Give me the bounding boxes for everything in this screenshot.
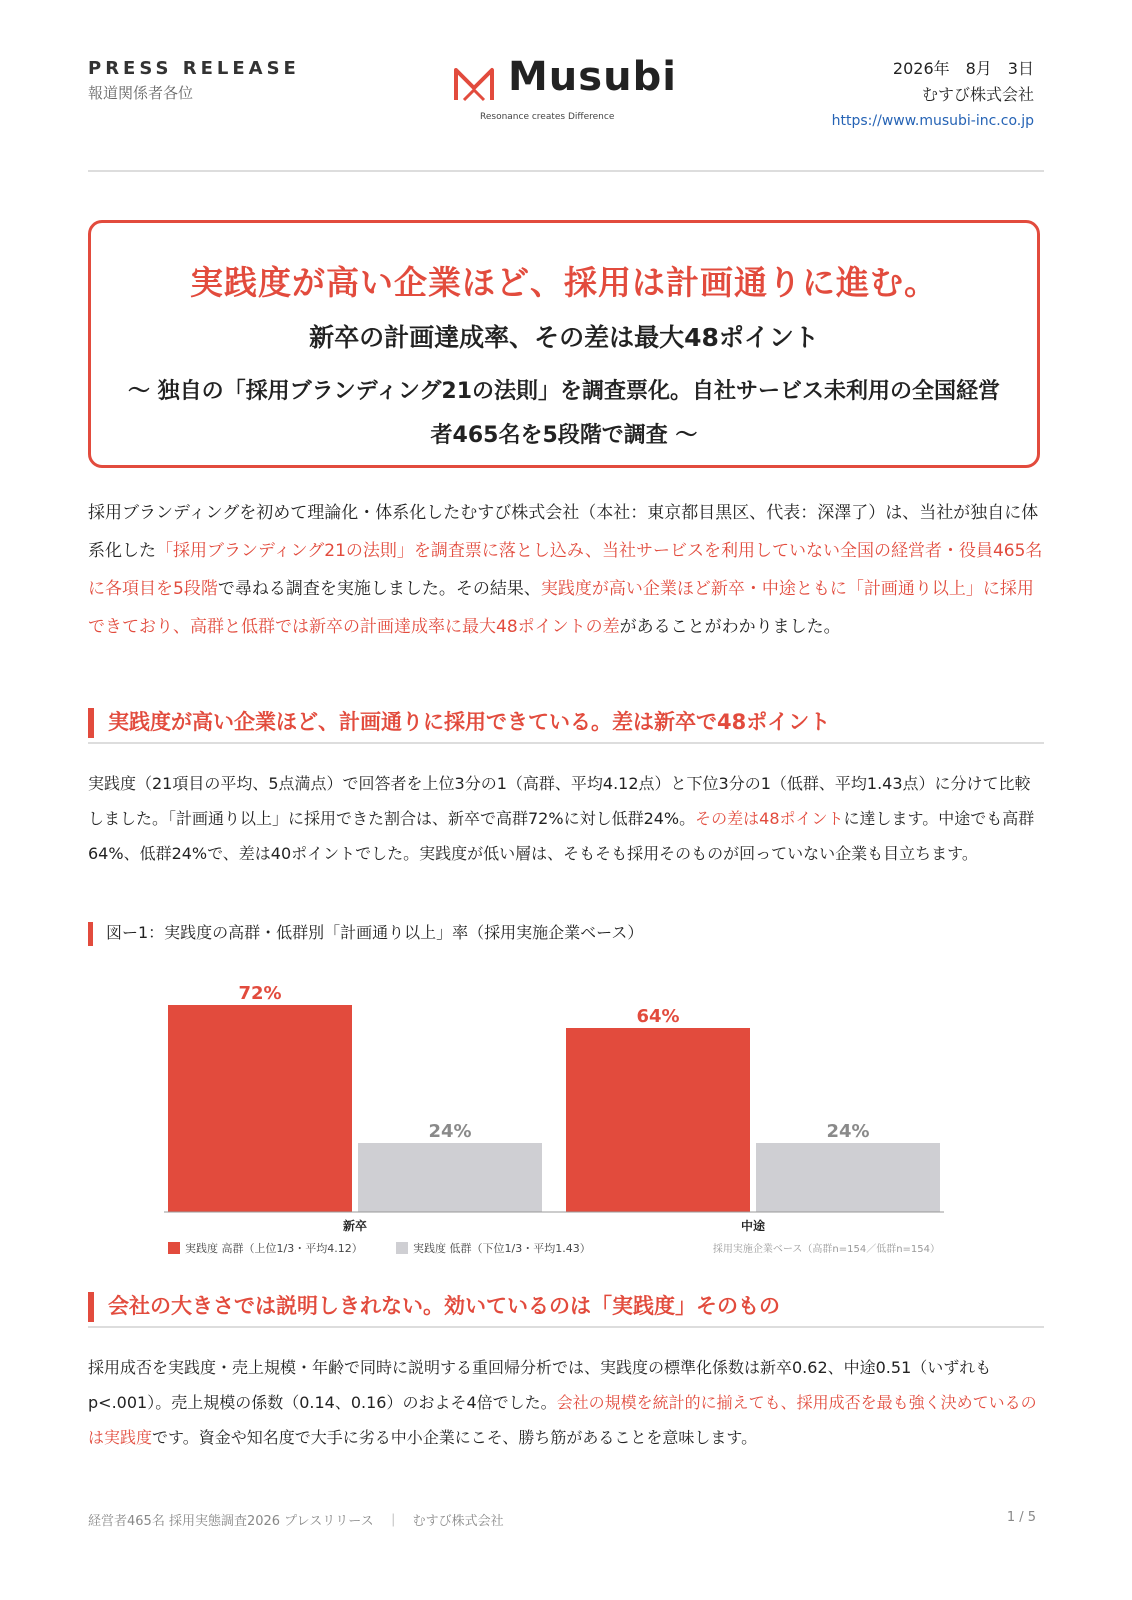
bar-0-1 — [358, 1143, 542, 1212]
intro-paragraph — [88, 494, 1044, 646]
bar-chart — [0, 960, 1132, 1270]
headline: 実践度が高い企業ほど、採用は計画通りに進む。 — [190, 263, 938, 302]
section-marker — [88, 708, 94, 738]
legend-label-1: 実践度 低群（下位1/3・平均1.43） — [413, 1242, 591, 1255]
category-label-1: 中途 — [740, 1219, 766, 1233]
intro-text-2: で尋ねる調査を実施しました。その結果、 — [217, 579, 541, 599]
legend-label-0: 実践度 高群（上位1/3・平均4.12） — [185, 1242, 363, 1255]
bar-1-0 — [566, 1028, 750, 1212]
section2-body — [88, 1350, 1044, 1455]
intro-highlight-1: 「採用ブランディング21の法則」を調査票に落とし込み、当社サービスを利用していない全国の経営者・役員465名に各項目を5段階 — [88, 541, 1043, 599]
tagline: 〜 独自の「採用ブランディング21の法則」を調査票化。自社サービス未利用の全国経営者465名を5段階で調査 〜 — [127, 379, 1001, 448]
bar-1-1 — [756, 1143, 940, 1212]
section2-highlight: 会社の規模を統計的に揃えても、採用成否を最も強く決めているのは実践度 — [88, 1393, 1037, 1447]
logo-wordmark: Musubi — [508, 54, 677, 100]
company-url-link[interactable]: https://www.musubi-inc.co.jp — [831, 113, 1034, 129]
section1-highlight: その差は48ポイント — [695, 809, 844, 828]
section1-heading — [88, 706, 1044, 744]
category-label-0: 新卒 — [342, 1219, 368, 1233]
header-meta — [832, 56, 1034, 134]
bar-0-0 — [168, 1005, 352, 1212]
data-label-0-0: 72% — [238, 983, 282, 1004]
title-box — [88, 220, 1040, 468]
section-marker — [88, 1292, 94, 1322]
subheadline: 新卒の計画達成率、その差は最大48ポイント — [309, 323, 819, 352]
section1-text-a: 実践度（21項目の平均、5点満点）で回答者を上位3分の1（高群、平均4.12点）と下位3分の1（低群、平均1.43点）に分けて比較しました。「計画通り以上」に採用できた割合は、新卒で高群72%に対し低群24%。 — [88, 774, 1031, 828]
section2-text-b: です。資金や知名度で大手に劣る中小企業にこそ、勝ち筋があることを意味します。 — [152, 1428, 758, 1447]
section2-title: 会社の大きさでは説明しきれない。効いているのは「実践度」そのもの — [108, 1294, 780, 1318]
figure-caption-text: 図ー1：実践度の高群・低群別「計画通り以上」率（採用実施企業ベース） — [106, 923, 644, 942]
data-label-0-1: 24% — [428, 1121, 472, 1142]
header-divider — [88, 170, 1044, 172]
release-date: 2026年 8月 3日 — [892, 59, 1034, 78]
section2-heading — [88, 1290, 1044, 1328]
chart-note: 採用実施企業ベース（高群n=154／低群n=154） — [712, 1244, 940, 1255]
recipients-label: 報道関係者各位 — [88, 84, 194, 102]
data-label-1-0: 64% — [636, 1006, 680, 1027]
intro-highlight-2: 実践度が高い企業ほど新卒・中途ともに「計画通り以上」に採用できており、高群と低群では新卒の計画達成率に最大48ポイントの差 — [88, 579, 1034, 637]
intro-text-3: があることがわかりました。 — [619, 617, 841, 637]
press-release-label: PRESS RELEASE — [88, 58, 300, 79]
legend-swatch-1 — [396, 1242, 408, 1254]
section2-text-a: 採用成否を実践度・売上規模・年齢で同時に説明する重回帰分析では、実践度の標準化係数は新卒0.62、中途0.51（いずれもp<.001）。売上規模の係数（0.14、0.16）のおよそ4倍でした。 — [88, 1358, 992, 1412]
section1-body — [88, 766, 1044, 871]
footer-text: 経営者465名 採用実態調査2026 プレスリリース ｜ むすび株式会社 — [88, 1514, 504, 1529]
legend-swatch-0 — [168, 1242, 180, 1254]
page-number: 1 / 5 — [1006, 1510, 1036, 1525]
section1-title: 実践度が高い企業ほど、計画通りに採用できている。差は新卒で48ポイント — [108, 710, 831, 734]
caption-marker — [88, 922, 93, 946]
intro-text-1: 採用ブランディングを初めて理論化・体系化したむすび株式会社（本社：東京都目黒区、代表：深澤了）は、当社が独自に体系化した — [88, 503, 1039, 561]
section1-text-b: に達します。中途でも高群64%、低群24%で、差は40ポイントでした。実践度が低い層は、そもそも採用そのものが回っていない企業も目立ちます。 — [88, 809, 1035, 863]
company-name: むすび株式会社 — [921, 85, 1034, 104]
logo-tagline: Resonance creates Difference — [480, 112, 615, 122]
company-logo — [452, 54, 682, 128]
data-label-1-1: 24% — [826, 1121, 870, 1142]
musubi-logo-icon — [452, 62, 496, 106]
